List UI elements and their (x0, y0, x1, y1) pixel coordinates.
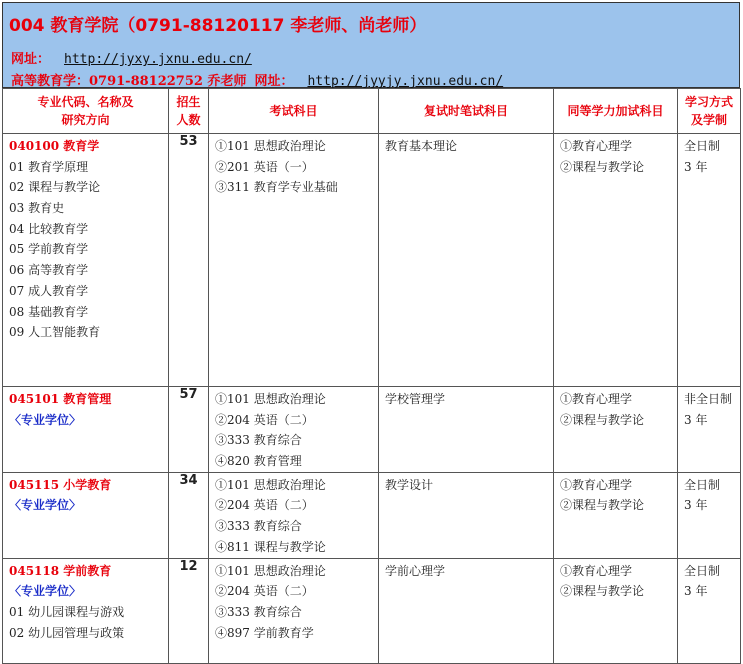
exam-subject: ③333 教育综合 (215, 433, 302, 448)
website-line (11, 48, 252, 67)
higher-ed-website-label: 网址： (254, 74, 294, 89)
study-mode: 全日制 (684, 477, 721, 492)
major-cell (3, 134, 169, 387)
additional-cell (554, 472, 678, 558)
direction-item: 02 幼儿园管理与政策 (9, 625, 125, 640)
additional-subject: ①教育心理学 (560, 563, 633, 578)
major-cell (3, 387, 169, 473)
direction-item: 01 教育学原理 (9, 159, 89, 174)
exam-subject: ④811 课程与教学论 (215, 539, 326, 554)
additional-cell (554, 134, 678, 387)
exam-subjects-cell (209, 558, 379, 663)
direction-item: 03 教育史 (9, 201, 65, 216)
table-row (3, 472, 741, 558)
enrollment-count: 57 (169, 387, 209, 473)
additional-subject: ②课程与教学论 (560, 498, 645, 513)
exam-subjects-cell (209, 387, 379, 473)
additional-subject: ①教育心理学 (560, 477, 633, 492)
higher-ed-contact: 高等教育学：0791-88122752 乔老师 (11, 74, 247, 89)
header-study-mode: 学习方式 及学制 (678, 89, 741, 134)
enrollment-count: 34 (169, 472, 209, 558)
major-name: 040100 教育学 (9, 139, 100, 153)
study-mode: 全日制 (684, 139, 721, 153)
exam-subject: ②201 英语（一） (215, 159, 314, 174)
table-header-row (3, 89, 741, 134)
header-enrollment: 招生 人数 (169, 89, 209, 134)
college-header (2, 2, 740, 88)
direction-item: 09 人工智能教育 (9, 325, 101, 340)
direction-item: 04 比较教育学 (9, 221, 89, 236)
retest-subject: 学校管理学 (385, 392, 446, 406)
direction-item: 02 课程与教学论 (9, 180, 101, 195)
study-mode: 非全日制 (684, 392, 733, 406)
major-cell (3, 558, 169, 663)
exam-subject: ③333 教育综合 (215, 519, 302, 534)
table-row (3, 387, 741, 473)
retest-cell (379, 387, 554, 473)
additional-subject: ②课程与教学论 (560, 159, 645, 174)
direction-item: 01 幼儿园课程与游戏 (9, 604, 125, 619)
header-exam-subjects: 考试科目 (209, 89, 379, 134)
additional-cell (554, 387, 678, 473)
enrollment-count: 12 (169, 558, 209, 663)
major-name: 045101 教育管理 (9, 392, 112, 406)
major-name: 045115 小学教育 (9, 477, 112, 492)
retest-subject: 教育基本理论 (385, 139, 458, 153)
exam-subject: ②204 英语（二） (215, 584, 314, 599)
exam-subject: ④897 学前教育学 (215, 625, 314, 640)
retest-subject: 学前心理学 (385, 563, 446, 578)
study-mode-cell (678, 472, 741, 558)
header-additional-subjects: 同等学力加试科目 (554, 89, 678, 134)
exam-subject: ①101 思想政治理论 (215, 392, 326, 406)
higher-ed-website-link[interactable]: http://jyyjy.jxnu.edu.cn/ (307, 74, 504, 89)
degree-type: 〈专业学位〉 (9, 584, 82, 599)
college-title: 004 教育学院（0791-88120117 李老师、尚老师） (9, 16, 427, 36)
study-mode-cell (678, 558, 741, 663)
exam-subject: ①101 思想政治理论 (215, 477, 326, 492)
direction-item: 05 学前教育学 (9, 242, 89, 257)
additional-subject: ②课程与教学论 (560, 412, 645, 427)
exam-subject: ③333 教育综合 (215, 604, 302, 619)
duration: 3 年 (684, 584, 708, 599)
study-mode-cell (678, 387, 741, 473)
exam-subjects-cell (209, 134, 379, 387)
exam-subject: ①101 思想政治理论 (215, 563, 326, 578)
website-label: 网址： (11, 52, 51, 67)
exam-subject: ②204 英语（二） (215, 498, 314, 513)
duration: 3 年 (684, 159, 708, 174)
header-retest-subjects: 复试时笔试科目 (379, 89, 554, 134)
major-name: 045118 学前教育 (9, 563, 112, 578)
retest-cell (379, 472, 554, 558)
exam-subject: ②204 英语（二） (215, 412, 314, 427)
enrollment-count: 53 (169, 134, 209, 387)
direction-item: 08 基础教育学 (9, 304, 89, 319)
exam-subject: ③311 教育学专业基础 (215, 180, 338, 195)
retest-cell (379, 134, 554, 387)
exam-subject: ①101 思想政治理论 (215, 139, 326, 153)
additional-subject: ①教育心理学 (560, 392, 633, 406)
duration: 3 年 (684, 498, 708, 513)
major-cell (3, 472, 169, 558)
table-row (3, 134, 741, 387)
additional-subject: ①教育心理学 (560, 139, 633, 153)
study-mode-cell (678, 134, 741, 387)
degree-type: 〈专业学位〉 (9, 498, 82, 513)
direction-item: 06 高等教育学 (9, 263, 89, 278)
retest-subject: 教学设计 (385, 477, 434, 492)
website-link[interactable]: http://jyxy.jxnu.edu.cn/ (64, 52, 252, 67)
header-major: 专业代码、名称及 研究方向 (3, 89, 169, 134)
retest-cell (379, 558, 554, 663)
study-mode: 全日制 (684, 563, 721, 578)
exam-subjects-cell (209, 472, 379, 558)
duration: 3 年 (684, 412, 708, 427)
program-table (2, 88, 741, 664)
direction-item: 07 成人教育学 (9, 283, 89, 298)
exam-subject: ④820 教育管理 (215, 454, 302, 469)
higher-ed-line (11, 70, 503, 89)
table-row (3, 558, 741, 663)
degree-type: 〈专业学位〉 (9, 412, 82, 427)
additional-cell (554, 558, 678, 663)
additional-subject: ②课程与教学论 (560, 584, 645, 599)
